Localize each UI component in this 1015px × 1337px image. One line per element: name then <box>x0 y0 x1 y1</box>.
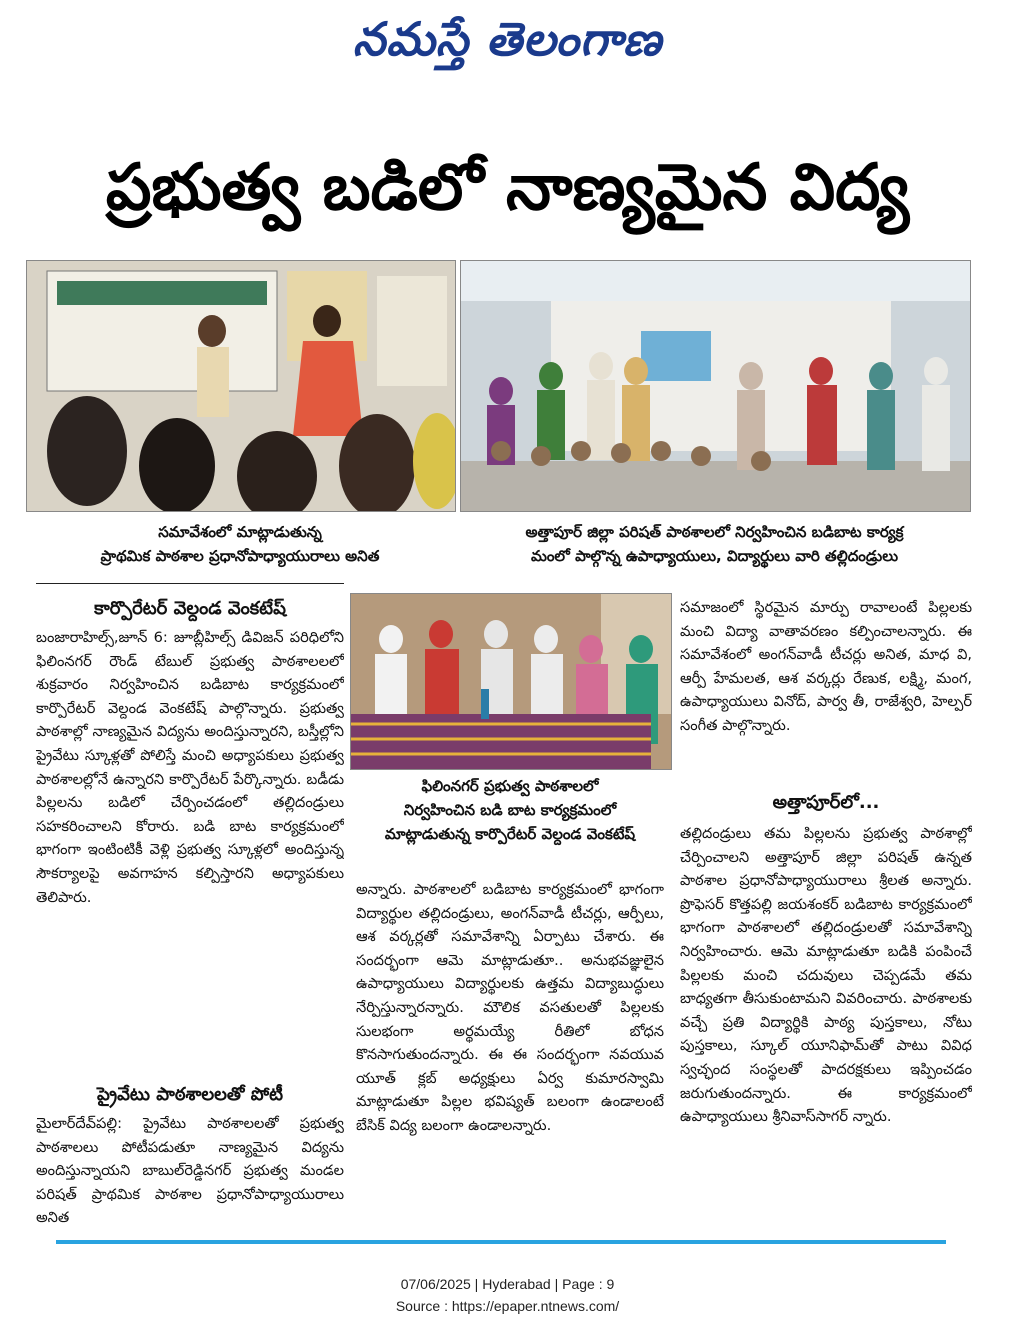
photo-corporator-speaking <box>350 593 672 770</box>
caption-line: నిర్వహించిన బడి బాట కార్యక్రమంలో <box>403 801 617 819</box>
caption-center-photo <box>350 774 670 846</box>
rule-left <box>36 583 344 584</box>
column-1-text-continued <box>36 1112 344 1230</box>
paragraph: సమాజంలో స్థిరమైన మార్పు రావాలంటే పిల్లలకు మంచి విద్యా వాతావరణం కల్పించాలన్నారు. ఈ సమావేశంలో అంగన్‌వాడీ టీచర్లు అనిత, మాధ వి, ఆర్పీ హేమలత, ఆశ వర్కర్లు రేణుక, లక్ష్మి, మంగ, ఉపాధ్యాయులు వినోద్, పార్వ తీ, రాజేశ్వరి, హెల్పర్ సంగీత పాల్గొన్నారు. <box>680 599 972 734</box>
subhead-corporator: కార్పొరేటర్ వెల్దండ వెంకటేష్ <box>94 598 286 619</box>
caption-left-photo <box>40 520 440 568</box>
column-3-text <box>680 596 972 782</box>
caption-line: అత్తాపూర్ జిల్లా పరిషత్ పాఠశాలలో నిర్వహించిన బడిబాట కార్యక్ర <box>525 523 904 541</box>
caption-right-photo <box>462 520 967 568</box>
column-3-text-continued <box>680 822 972 1222</box>
paragraph: బంజారాహిల్స్,జూన్ 6: జూబ్లీహిల్స్ డివిజన్ పరిధిలోని ఫిలింనగర్ రౌండ్ టేబుల్ ప్రభుత్వ పాఠశాలలలో శుక్రవారం నిర్వహించిన బడిబాట కార్యక్రమంలో కార్పొరేటర్ వెల్దండ వెంకటేష్ పాల్గొన్నారు. ప్రభుత్వ పాఠశాల్లో నాణ్యమైన విద్యను అందిస్తున్నారని, బస్తీల్లోని ప్రైవేటు స్కూళ్లతో పోలిస్తే మంచి అధ్యాపకులు ప్రభుత్వ పాఠశాలల్లోనే ఉన్నారని కార్పొరేటర్ పేర్కొన్నారు. బడీడు పిల్లలను బడిలో చేర్పించడంలో తల్లిదండ్రులు సహకరించాలని కోరారు. బడి బాట కార్యక్రమంలో భాగంగా ఇంటింటికీ వెళ్లి ప్రభుత్వ స్కూళ్లలో అందిస్తున్న సౌకర్యాలపై అవగాహన కల్పిస్తారని అధ్యాపకులు తెలిపారు. <box>36 629 344 906</box>
photo-group-illustration <box>461 261 970 511</box>
newspaper-masthead: నమస్తే తెలంగాణ <box>352 12 663 66</box>
caption-line: మాట్లాడుతున్న కార్పొరేటర్ వెల్దండ వెంకటేష్ <box>384 825 636 843</box>
footer-source-link[interactable]: Source : https://epaper.ntnews.com/ <box>395 1298 620 1314</box>
paragraph: తల్లిదండ్రులు తమ పిల్లలను ప్రభుత్వ పాఠశాల్లో చేర్పించాలని అత్తాపూర్ జిల్లా పరిషత్ ఉన్నత పాఠశాల ప్రధానోపాధ్యాయురాలు శ్రీలత అన్నారు. ప్రొఫెసర్ కొత్తపల్లి జయశంకర్ బడిబాట కార్యక్రమంలో భాగంగా పాఠశాలలో తల్లిదండ్రులతో సమావేశాన్ని నిర్వహించారు. ఆమె మాట్లాడుతూ బడికి పంపించే పిల్లలకు మంచి చదువులు చెప్పడమే తమ బాధ్యతగా తీసుకుంటామని వివరించారు. పాఠశాలకు వచ్చే ప్రతి విద్యార్థికి పాఠ్య పుస్తకాలు, నోటు పుస్తకాలు, స్కూల్ యూనిఫామ్‌తో పాటు వివిధ స్వచ్ఛంద సంస్థలతో పాదరక్షకులు ఇప్పించడం జరుగుతుందన్నారు. ఈ కార్యక్రమంలో ఉపాధ్యాయులు శ్రీనివాస్‌సాగర్ న్నారు. <box>680 825 972 1126</box>
photo-group-attapur <box>460 260 971 512</box>
footer-date-page: 07/06/2025 | Hyderabad | Page : 9 <box>400 1276 615 1292</box>
column-1-text <box>36 626 344 1078</box>
caption-line: సమావేశంలో మాట్లాడుతున్న <box>158 523 322 541</box>
photo-corporator-illustration <box>351 594 671 769</box>
footer-divider <box>56 1240 946 1244</box>
subhead-private-competition: ప్రైవేటు పాఠశాలలతో పోటీ <box>97 1084 283 1105</box>
caption-line: ప్రాథమిక పాఠశాల ప్రధానోపాధ్యాయురాలు అనిత <box>100 547 380 565</box>
article-headline: ప్రభుత్వ బడిలో నాణ్యమైన విద్య <box>105 151 910 225</box>
caption-line: ఫిలింనగర్ ప్రభుత్వ పాఠశాలలో <box>421 777 599 795</box>
caption-line: మంలో పాల్గొన్న ఉపాధ్యాయులు, విద్యార్థులు వారి తల్లిదండ్రులు <box>530 547 899 565</box>
subhead-attapur: అత్తాపూర్‌లో... <box>772 792 880 813</box>
column-2-text <box>356 878 664 1228</box>
photo-meeting-illustration <box>27 261 455 511</box>
paragraph: అన్నారు. పాఠశాలలో బడిబాట కార్యక్రమంలో భాగంగా విద్యార్థుల తల్లిదండ్రులు, అంగన్‌వాడీ టీచర్లు, ఆర్పీలు, ఆశ వర్కర్లతో సమావేశాన్ని ఏర్పాటు చేశారు. ఈ సందర్భంగా ఆమె మాట్లాడుతూ.. అనుభవజ్ఞులైన ఉపాధ్యాయులు విద్యార్థులకు ఉత్తమ విద్యాబుద్ధులు నేర్పిస్తున్నారన్నారు. మౌలిక వసతులతో పిల్లలకు సులభంగా అర్థమయ్యే రీతిలో బోధన కొనసాగుతుందన్నారు. ఈ ఈ సందర్భంగా నవయువ యూత్ క్లబ్ అధ్యక్షులు ఏర్వ కుమారస్వామి మాట్లాడుతూ పిల్లల భవిష్యత్ బలంగా ఉండాలంటే బేసిక్ విద్య బలంగా ఉండాలన్నారు. <box>356 881 664 1134</box>
photo-meeting-speaker <box>26 260 456 512</box>
paragraph: మైలార్‌దేవ్‌పల్లి: ప్రైవేటు పాఠశాలలతో ప్రభుత్వ పాఠశాలలు పోటీపడుతూ నాణ్యమైన విద్యను అందిస్తున్నాయని బాబుల్‌రెడ్డినగర్ ప్రభుత్వ మండల పరిషత్ ప్రాథమిక పాఠశాల ప్రధానోపాధ్యాయురాలు అనిత <box>36 1115 344 1227</box>
